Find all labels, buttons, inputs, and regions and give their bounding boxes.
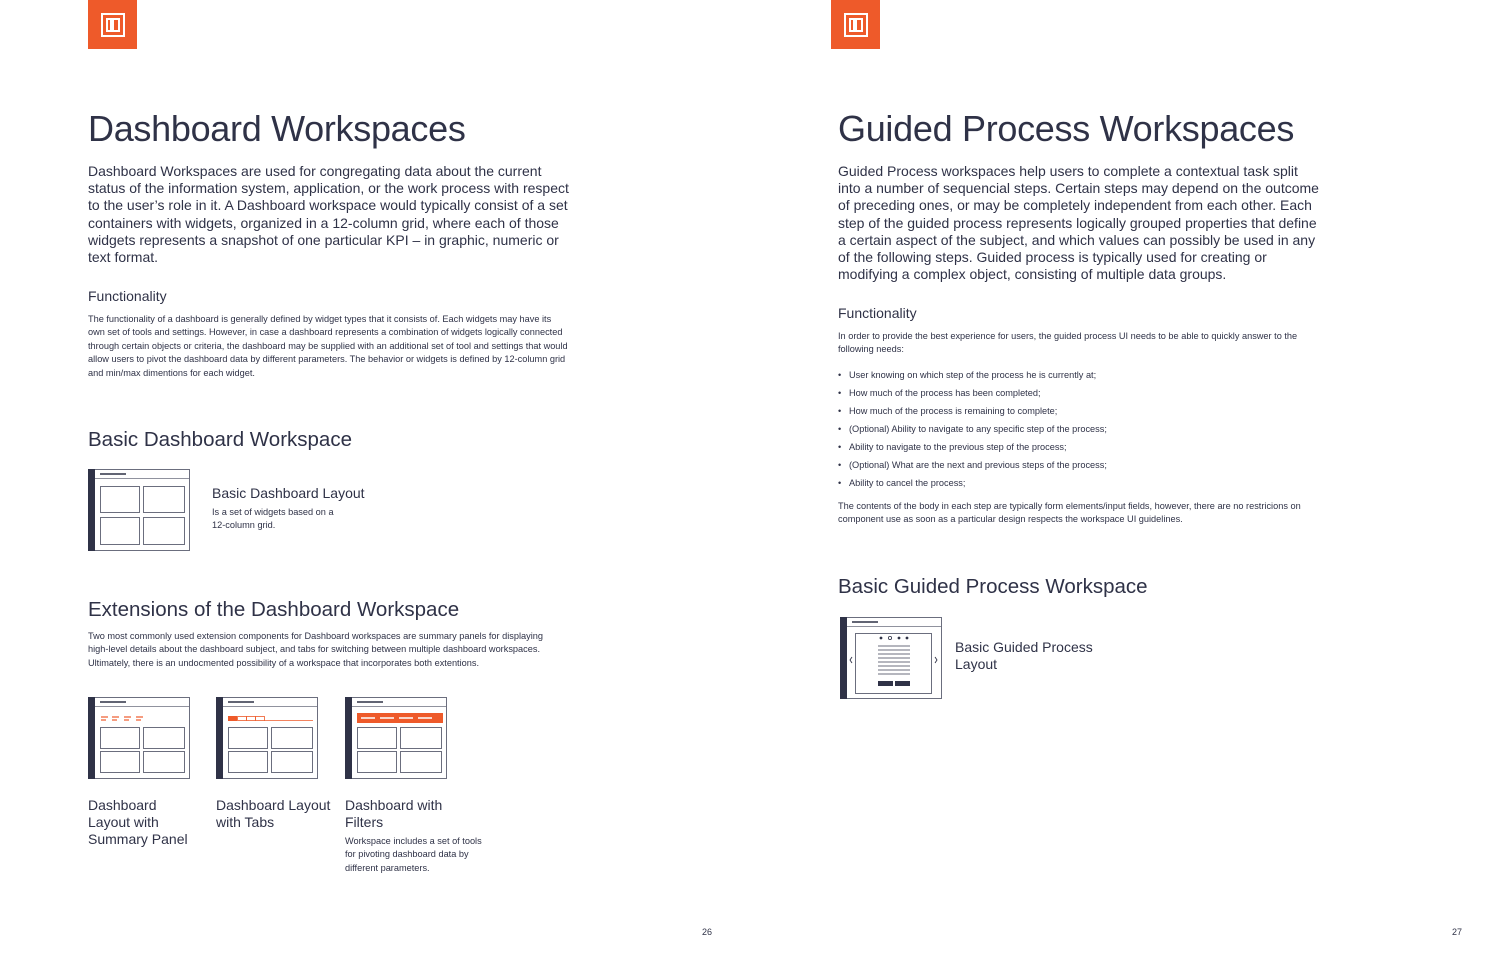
brand-logo-icon: [831, 0, 880, 49]
list-item: • (Optional) What are the next and previous steps of the process;: [838, 459, 1318, 477]
section-heading-basic-guided: Basic Guided Process Workspace: [838, 575, 1148, 598]
functionality-text: The functionality of a dashboard is generally defined by widget types that it consists of. Each widgets may have its own set of tools and settings. However, in case a dashboard represents a combination of widgets logically connected through certain objects or criteria, the dashboard may be supplied with an additional set of tool and settings that would allow users to pivot the dashboard data by different parameters. The behavior or widgets is defined by 12-column grid and min/max dimentions for each widget.: [88, 314, 568, 378]
functionality-heading: Functionality: [838, 305, 917, 321]
filters-thumbnail: [345, 697, 448, 780]
tabs-thumbnail: [216, 697, 319, 780]
guided-process-thumbnail: [840, 617, 943, 700]
list-item: • Ability to navigate to the previous step of the process;: [838, 441, 1318, 459]
summary-panel-thumbnail: [88, 697, 191, 780]
basic-layout-title: Basic Dashboard Layout: [212, 485, 365, 501]
list-item: • (Optional) Ability to navigate to any specific step of the process;: [838, 423, 1318, 441]
variant-label-tabs: Dashboard Layout with Tabs: [216, 797, 331, 831]
list-item: • Ability to cancel the process;: [838, 477, 1318, 495]
intro-paragraph: Guided Process workspaces help users to complete a contextual task split into a number of sequencial steps. Certain steps may depend on the outcome of preceding ones, or may be completely independent from each other. Each step of the guided process represents logically grouped properties that define a certain aspect of the subject, and which values can possibly be used in any of the following steps. Guided process is typically used for creating or modifying a complex object, consisting of multiple data groups.: [838, 163, 1319, 283]
page-title: Dashboard Workspaces: [88, 108, 466, 149]
body-note: The contents of the body in each step are typically form elements/input fields, however, there are no restricions on component use as soon as a particular design respects the workspace UI guidelines.: [838, 501, 1301, 525]
functionality-intro: In order to provide the best experience for users, the guided process UI needs to be able to quickly answer to the following needs:: [838, 331, 1298, 355]
list-item: • User knowing on which step of the process he is currently at;: [838, 369, 1318, 387]
basic-layout-desc: Is a set of widgets based on a 12-column grid.: [212, 507, 334, 531]
variant-label-filters: Dashboard with Filters: [345, 797, 443, 831]
page-number-right: 27: [1452, 927, 1463, 937]
intro-paragraph: Dashboard Workspaces are used for congregating data about the current status of the information system, application, or the work process with respect to the user’s role in it. A Dashboard workspace would typically consist of a set containers with widgets, organized in a 12-column grid, where each of those widgets represents a snapshot of one particular KPI – in graphic, numeric or text format.: [88, 163, 569, 266]
guided-layout-title: Basic Guided Process Layout: [955, 639, 1093, 673]
brand-logo-icon: [88, 0, 137, 49]
variant-desc-filters: Workspace includes a set of tools for pivoting dashboard data by different parameters.: [345, 836, 482, 873]
list-item: • How much of the process has been completed;: [838, 387, 1318, 405]
needs-list: [838, 369, 1318, 495]
basic-dashboard-thumbnail: [88, 469, 191, 552]
extensions-text: Two most commonly used extension components for Dashboard workspaces are summary panels for displaying high-level details about the dashboard subject, and tabs for switching between multiple dashboard workspaces. Ultimately, there is an undocmented possibility of a workspace that incorporates both extentions.: [88, 631, 543, 668]
section-heading-extensions: Extensions of the Dashboard Workspace: [88, 598, 460, 621]
list-item: • How much of the process is remaining to complete;: [838, 405, 1318, 423]
functionality-heading: Functionality: [88, 288, 167, 304]
section-heading-basic-dashboard: Basic Dashboard Workspace: [88, 428, 352, 451]
page-number-left: 26: [702, 927, 713, 937]
page-title: Guided Process Workspaces: [838, 108, 1295, 149]
variant-label-summary-panel: Dashboard Layout with Summary Panel: [88, 797, 188, 848]
